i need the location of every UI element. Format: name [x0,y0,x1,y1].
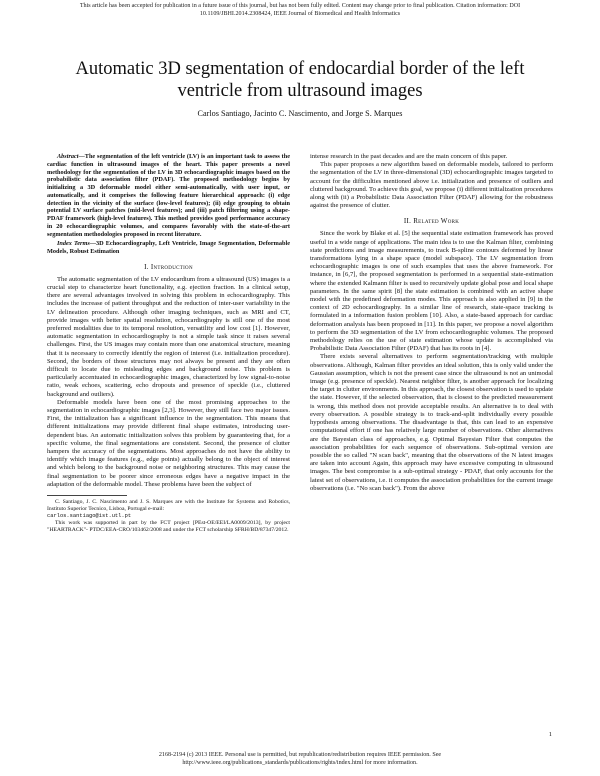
abstract [47,153,290,238]
title-line-2: ventricle from ultrasound images [177,81,423,101]
paper-title [30,58,570,102]
page-number: 1 [548,731,552,738]
intro-paragraph-2: Deformable models have been one of the most promising approaches to the segmentation in echocardiographic images [2,3]. However, they still face two major issues. First, the initialization has a significant influence in the segmentation. This means that different initializations may provide different final shape estimates, introducing user-dependent bias. An automatic initialization solves this problem by guaranteeing that, for a specific volume, the final segmentations are consistent. Second, the presence of clutter hampers the accuracy of the segmentations. Most approaches do not have the ability to identify which image features (e.g., edge points) actually belong to the object of interest and which belong to the background noise or neighboring structures. This may cause the final segmentation to be poorer since erroneous edges have a negative impact in the adaptation of the deformable model. These problems have been the subject of [47,398,290,488]
section-heading-related-work: II. Related Work [403,217,460,226]
author-list: Carlos Santiago, Jacinto C. Nascimento, and Jorge S. Marques [197,109,403,118]
footnote-email[interactable]: carlos.santiago@ist.utl.pt [47,512,132,519]
index-terms-label: Index Terms [57,240,90,248]
intro-paragraph-1: The automatic segmentation of the LV endocardium from a ultrasound (US) images is a crucial step to characterize heart functionality, e.g. ejection fraction. In a clinical setup, there are several advantages involved in solving this problem in echocardiography. This includes the increase of patient throughput and the reduction of inter-user variability in the LV delineation procedure. Although other imaging techniques, such as MRI and CT, provide images with better spatial resolution, echocardiography is still one of the most preferred modalities due to its temporal resolution, versatility and low cost [1]. However, automatic segmentation in echocardiography is not a simple task since it raises several challenges. First, the US images may contain more than one anatomical structure, meaning that it is necessary to correctly identify the region of interest (i.e. initialization procedure). Second, the borders of those structures may not always be present and they are often difficult to locate due to misleading edges and background noise. This problem is particularly accentuated in echocardiographic images, characterized by low signal-to-noise ratio, weak echoes, scattering, echo dropouts and presence of speckle (i.e., cluttered background and outliers). [47,275,290,398]
footer-line-2[interactable]: http://www.ieee.org/publications_standards/publications/rights/index.html for more information. [182,759,418,766]
footnote-divider [47,495,127,496]
footnote-funding: This work was supported in part by the FCT project [PEst-OE/EEI/LA0009/2013], by project "HEARTRACK"- PTDC/EEA-CRO/103462/2008 and under the FCT scholarship SFRH/BD/87347/2012. [47,519,290,533]
abstract-label: Abstract [57,153,79,160]
footer-line-1: 2168-2194 (c) 2013 IEEE. Personal use is permitted, but republication/redistribution requires IEEE permission. See [158,752,442,758]
left-column [47,153,290,534]
related-paragraph-2: There exists several alternatives to perform segmentation/tracking with multiple observations. Although, Kalman filter provides an ideal solution, this is only valid under the Gaussian assumption, which is not the present case since the ultrasound is not an unimodal image (e.g. presence of speckle). Nearest neighbor filter, is another approach for localizing the target in clutter environments. In this approach, the closest observation is used to update the state. However, if the selected observation, that is closest to the predicted measurement is wrong, this method does not provide acceptable results. An alternative is to deal with every observation. A possible strategy is to track-and-split individually every possible hypothesis among observations. The disadvantage is that, this can lead to an expensive computational effort if one has relatively large number of observations. Other alternatives are the Bayesian class of approaches, e.g. Optimal Bayesian Filter that computes the association probabilities for each sequence of observations. Sub-optimal version are possible the so called "N scan back", meaning that the observations of the N latest images are taken into account Again, this approach may have excessive computing in ultrasound images. The best compromise is a sub-optimal strategy - PDAF, that only accounts for the latest set of observations, i.e. it computes the association probabilities for the current image observations (i.e. "No scan back"). From the above [310,353,553,492]
index-terms [47,240,290,256]
copyright-notice-header [8,3,592,18]
footnote-affiliation: C. Santiago, J. C. Nascimento and J. S. Marques are with the Institute for Systems and Robotics, Instituto Superior Tecnico, Lisboa, Portugal e-mail: [47,499,290,512]
notice-line-1: This article has been accepted for publication in a future issue of this journal, but has not been fully edited. Content may change prior to final publication. Citation information: DOI [79,3,521,9]
intro-paragraph-3: This paper proposes a new algorithm based on deformable models, tailored to perform the segmentation of the LV in three-dimensional (3D) echocardiographic images targeted to account for the difficulties mentioned above i.e. initialization and presence of outliers and cluttered background. To achieve this goal, we propose (i) different initialization procedures along with (ii) a Probabilistic Data Association Filter (PDAF) allowing for the robustness against the presence of clutter. [310,161,553,210]
title-line-1: Automatic 3D segmentation of endocardial border of the left [75,59,525,79]
footnote [47,499,290,534]
index-terms-text: —3D Echocardiography, Left Ventricle, Image Segmentation, Deformable Models, Robust Estimation [47,240,290,255]
intro-continuation: intense research in the past decades and are the main concern of this paper. [310,153,508,160]
copyright-footer [40,752,560,767]
notice-line-2: 10.1109/JBHI.2014.2308424, IEEE Journal of Biomedical and Health Informatics [199,10,401,17]
abstract-text: —The segmentation of the left ventricle (LV) is an important task to assess the cardiac function in ultrasound images of the heart. This paper presents a novel methodology for the segmentation of the LV in 3D echocardiographic images based on the probabilistic data association filter (PDAF). The proposed methodology begins by initializing a 3D deformable model either semi-automatically, with user input, or automatically, and it comprises the following feature hierarchical approach: (i) edge detection in the vicinity of the surface (low-level features); (ii) edge grouping to obtain potential LV surface patches (mid-level features); and (iii) patch filtering using a shape-PDAF framework (high-level features). This method provides good performance accuracy in 20 echocardiographic volumes, and compares favorably with the state-of-the-art segmentation methodologies proposed in recent literature. [47,153,290,238]
related-paragraph-1: Since the work by Blake et al. [5] the sequential state estimation framework has proved useful in a wide range of applications. The main idea is to use the Kalman filter, combining state predictions and image measurements, to track B-spline contours deformed by linear transformations lying in a shape space (model subspace). The LV segmentation from echocardiographic images is one of such examples that uses the above framework. For instance, in [6,7], the proposed segmentation is performed in a sequential state-estimation where the extended Kalmann filter is used to recursively update global pose and local shape parameters. In the same spirit [8] the state estimation is combined with an active shape model with the predefined deformation modes. This approach is also applied in [9] in the context of 2D echocardiography. In a similar line of research, state-space tracking is formulated in a information fusion problem [10]. Also, a state-based approach for cardiac deformation analysis has been proposed in [11]. In this paper, we propose a novel algorithm to perform the 3D segmentation of the LV from echocardiographic volumes. The proposed methodology relies on the use of state estimation whose update is accomplished via Probabilistic Data Association Filter (PDAF) that has its roots in [4]. [310,230,553,353]
section-heading-introduction: I. Introduction [144,262,193,271]
right-column [310,153,553,493]
